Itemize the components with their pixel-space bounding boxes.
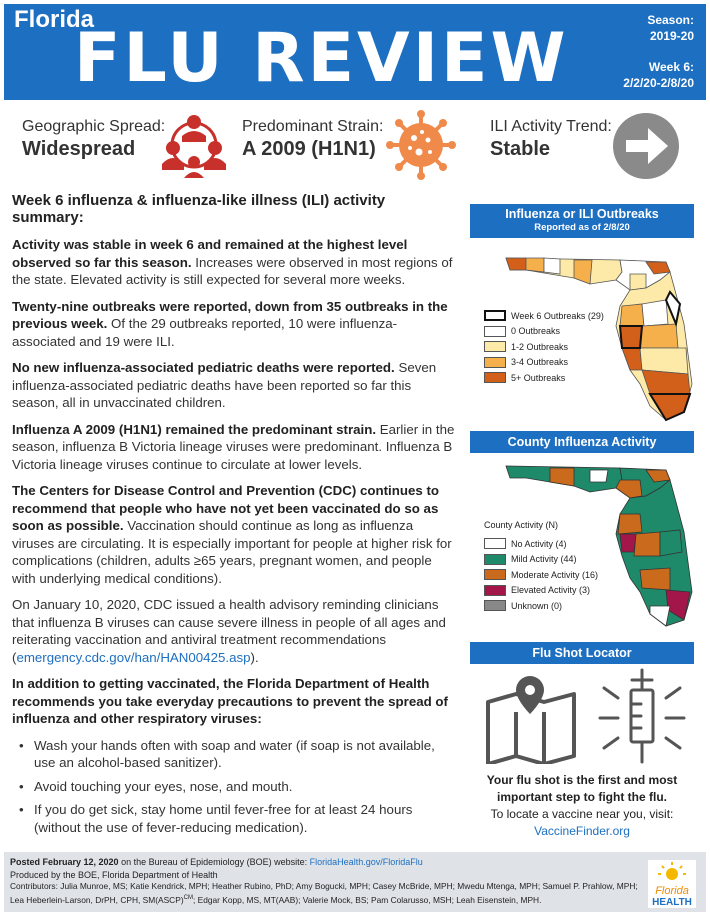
paragraph-activity: Activity was stable in week 6 and remained at the highest level observed so far this season. Increases were observed in most regions of the state. Elevated activity is still expected for several more weeks. xyxy=(12,237,453,287)
vaccinefinder-link[interactable]: VaccineFinder.org xyxy=(534,824,630,838)
precautions-list xyxy=(12,737,458,837)
page-header xyxy=(4,4,706,100)
trend-value: Stable xyxy=(490,138,551,160)
activity-legend-title: County Activity (N) xyxy=(484,520,559,530)
legend-item: Elevated Activity (3) xyxy=(484,583,598,599)
summary-strip xyxy=(4,108,706,184)
outbreaks-panel-title: Influenza or ILI Outbreaks xyxy=(505,207,659,221)
legend-item: No Activity (4) xyxy=(484,536,598,552)
week-info xyxy=(623,59,694,91)
list-item: • Wash your hands often with soap and water (if soap is not available, use an alcohol-based sanitizer). xyxy=(12,737,458,772)
locator-line1: Your flu shot is the first and most important step to fight the flu. xyxy=(486,773,678,804)
season-value: 2019-20 xyxy=(649,29,694,43)
activity-panel-header: County Influenza Activity xyxy=(470,431,694,453)
locator-text xyxy=(470,772,694,840)
paragraph-strain: Influenza A 2009 (H1N1) remained the predominant strain. Earlier in the season, influenza B Victoria lineage viruses were predominant. Influenza B Victoria lineage viruses continue to circulate at lower levels. xyxy=(12,421,455,472)
geo-spread-label: Geographic Spread: xyxy=(22,118,166,135)
syringe-icon xyxy=(598,668,686,764)
week-label: Week 6: xyxy=(648,60,694,74)
svg-text:Florida: Florida xyxy=(655,885,689,897)
arrow-right-icon xyxy=(612,112,680,180)
outbreaks-legend xyxy=(484,308,604,386)
florida-health-logo xyxy=(648,860,696,908)
legend-item: Moderate Activity (16) xyxy=(484,567,598,583)
season-label: Season: xyxy=(647,13,694,27)
footer-contributors: Contributors: Julia Munroe, MS; Katie Kendrick, MPH; Heather Rubino, PhD; Amy Bogucki, MPH; Casey McBride, MPH; Mwedu Mtenga, MPH; Samuel P. Prahlow, MPH; Lea Heberlein-Larson, DrPH, CPH, SM(ASCP)$^{CM}$; Edgar Kopp, MS, MT(AAB); Valerie Mock, BS; Pam Colarusso, MSH; Leah Eisenstein, MPH. xyxy=(10,881,638,905)
legend-item: 3-4 Outbreaks xyxy=(484,355,604,371)
locator-panel-header: Flu Shot Locator xyxy=(470,642,694,664)
legend-item: 0 Outbreaks xyxy=(484,324,604,340)
article-heading: Week 6 influenza & influenza-like illness (ILI) activity summary: xyxy=(12,192,386,226)
svg-text:HEALTH: HEALTH xyxy=(652,897,692,908)
legend-item: Unknown (0) xyxy=(484,598,598,614)
strain-value: A 2009 (H1N1) xyxy=(242,138,376,160)
paragraph-precautions: In addition to getting vaccinated, the Florida Department of Health recommends you take everyday precautions to prevent the spread of influenza and other respiratory viruses: xyxy=(12,676,448,726)
strain-label: Predominant Strain: xyxy=(242,118,384,135)
paragraph-pediatric-deaths: No new influenza-associated pediatric deaths were reported. Seven influenza-associated pediatric deaths have been reported so far this season, all in unvaccinated children. xyxy=(12,360,437,410)
paragraph-cdc-advisory: On January 10, 2020, CDC issued a health advisory reminding clinicians that influenza B viruses can cause severe illness in people of all ages and reiterating vaccination and antiviral treatment recommendations (emergency.cdc.gov/han/HAN00425.asp). xyxy=(12,597,446,665)
page-footer xyxy=(4,852,706,912)
cdc-han-link[interactable]: emergency.cdc.gov/han/HAN00425.asp xyxy=(16,649,251,665)
footer-produced: Produced by the BOE, Florida Department of Health xyxy=(10,869,218,880)
list-item: • If you do get sick, stay home until fever-free for at least 24 hours (without the use of fever-reducing medication). xyxy=(12,801,458,836)
page-title: FLU REVIEW xyxy=(74,19,569,98)
summary-article xyxy=(12,192,458,842)
season-info xyxy=(647,12,694,44)
paragraph-cdc-recommendation: The Centers for Disease Control and Prevention (CDC) continues to recommend that people who have not yet been vaccinated do so as soon as possible. Vaccination should continue as long as influenza viruses are circulating. It is especially important for people at higher risk for complications (children, adults ≥65 years, pregnant women, and people with underlying medical conditions). xyxy=(12,483,452,586)
florida-flu-link[interactable]: FloridaHealth.gov/FloridaFlu xyxy=(309,857,423,867)
trend-label: ILI Activity Trend: xyxy=(490,118,612,135)
geo-spread-value: Widespread xyxy=(22,138,136,160)
activity-legend xyxy=(484,520,598,614)
outbreaks-panel-header xyxy=(470,204,694,238)
locator-line2: To locate a vaccine near you, visit: xyxy=(490,807,674,821)
people-network-icon xyxy=(162,112,226,178)
paragraph-outbreaks: Twenty-nine outbreaks were reported, down from 35 outbreaks in the previous week. Of the 29 outbreaks reported, 10 were influenza-associated and 19 were ILI. xyxy=(12,298,448,349)
legend-item: Mild Activity (44) xyxy=(484,552,598,568)
footer-posted: Posted February 12, 2020 on the Bureau of Epidemiology (BOE) website: FloridaHealth.gov/FloridaFlu xyxy=(10,857,423,867)
outbreaks-panel-subtitle: Reported as of 2/8/20 xyxy=(534,222,630,233)
virus-icon xyxy=(386,110,456,180)
map-pin-icon xyxy=(482,672,582,764)
list-item: • Avoid touching your eyes, nose, and mouth. xyxy=(12,778,458,796)
legend-item: 5+ Outbreaks xyxy=(484,370,604,386)
legend-item: Week 6 Outbreaks (29) xyxy=(484,308,604,324)
legend-item: 1-2 Outbreaks xyxy=(484,339,604,355)
header-florida: Florida xyxy=(14,6,95,33)
week-value: 2/2/20-2/8/20 xyxy=(623,76,694,90)
